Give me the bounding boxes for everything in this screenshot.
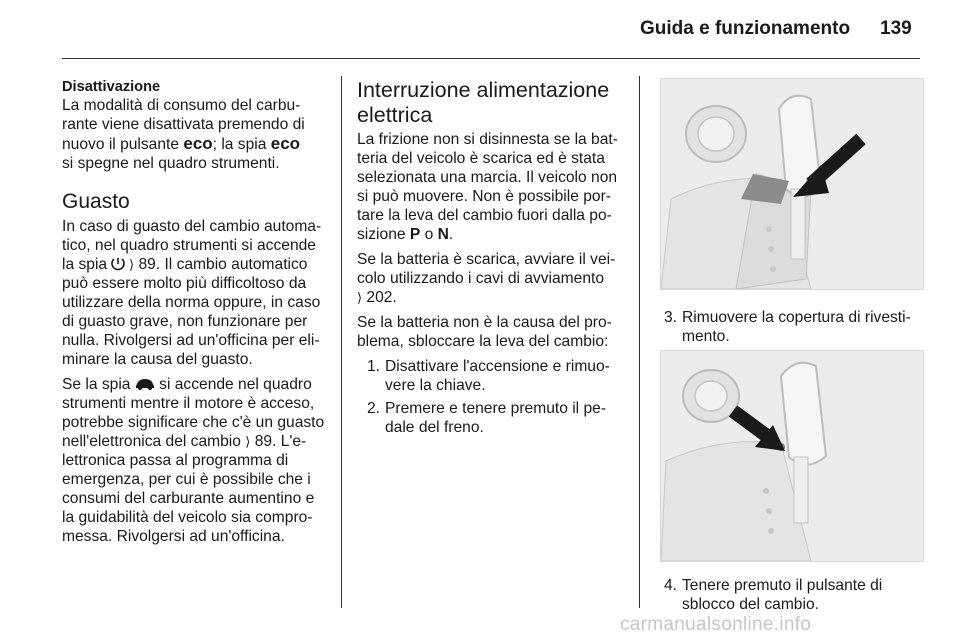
text-line: di guasto grave, non funzionare per (62, 313, 308, 330)
text-span: si accende nel quadro (154, 376, 312, 393)
gear-release-illustration (661, 351, 923, 561)
text-line: vere la chiave. (385, 377, 486, 394)
text-span: Se la spia (62, 376, 135, 393)
text-line: Rimuovere la copertura di rivesti- (682, 309, 911, 326)
step-number: 1. (367, 358, 381, 375)
column-2 (357, 78, 625, 441)
header-divider (62, 58, 920, 59)
text-line: blema, sbloccare la leva del cambio: (357, 333, 609, 350)
page-reference[interactable]: 89. L'e- (250, 433, 307, 450)
watermark: carmanualsonline.info (620, 614, 812, 635)
section-heading-guasto: Guasto (62, 190, 130, 213)
text-line (62, 134, 330, 154)
column-divider-2 (639, 76, 640, 608)
paragraph-interruzione-1 (357, 130, 625, 244)
reference-arrow-icon: ⟩ (245, 434, 251, 449)
text-line: Tenere premuto il pulsante di (682, 577, 883, 594)
text-line: Premere e tenere premuto il pe- (385, 400, 607, 417)
list-item (357, 399, 625, 437)
text-line: lettronica passa al programma di (62, 452, 289, 469)
text-line: teria del veicolo è scarica ed è stata (357, 150, 605, 167)
step-number: 4. (664, 577, 678, 594)
list-item (660, 576, 922, 614)
steps-list-2 (660, 308, 922, 346)
section-heading-disattivazione: Disattivazione (62, 79, 161, 95)
gear-lever-illustration (661, 79, 923, 289)
gear-position-n: N (437, 226, 449, 243)
page-number: 139 (880, 18, 912, 39)
text-line: selezionata una marcia. Il veicolo non (357, 169, 618, 186)
page-header (0, 0, 960, 48)
text-line: può essere molto più difficoltoso da (62, 275, 307, 292)
text-line: La modalità di consumo del carbu- (62, 97, 301, 114)
column-1 (62, 78, 330, 552)
car-fault-icon (135, 378, 155, 390)
text-line: Se la batteria non è la causa del pro- (357, 314, 612, 331)
list-item (357, 357, 625, 395)
steps-list-1 (357, 357, 625, 437)
text-line: Se la batteria è scarica, avviare il vei- (357, 251, 616, 268)
text-line: rante viene disattivata premendo di (62, 116, 305, 133)
gear-position-p: P (409, 226, 421, 243)
paragraph-interruzione-2 (357, 250, 625, 307)
paragraph-guasto-1 (62, 217, 330, 369)
text-span: la spia (62, 256, 112, 273)
steps-list-3 (660, 576, 922, 614)
text-line: sblocco del cambio. (682, 596, 819, 613)
text-line: tico, nel quadro strumenti si accende (62, 237, 316, 254)
column-divider-1 (341, 76, 342, 608)
eco-icon: eco (183, 134, 213, 153)
text-line: mento. (682, 328, 730, 345)
paragraph-disattivazione (62, 96, 330, 173)
text-span: o (420, 226, 438, 243)
column-3 (660, 78, 922, 618)
transmission-fault-icon (111, 257, 125, 271)
text-span: . (448, 226, 454, 243)
header-title: Guida e funzionamento (640, 18, 851, 39)
text-line: colo utilizzando i cavi di avviamento (357, 270, 605, 287)
paragraph-interruzione-3 (357, 313, 625, 351)
step-number: 2. (367, 400, 381, 417)
text-line: tare la leva del cambio fuori dalla po- (357, 207, 612, 224)
text-line: consumi del carburante aumentino e (62, 490, 315, 507)
text-line: emergenza, per cui è possibile che i (62, 471, 311, 488)
page-reference[interactable]: 202. (362, 289, 397, 306)
text-span: sizione (357, 226, 410, 243)
text-line: Disattivare l'accensione e rimuo- (385, 358, 610, 375)
text-line: nulla. Rivolgersi ad un'officina per eli- (62, 332, 320, 349)
text-line: In caso di guasto del cambio automa- (62, 218, 322, 235)
text-span: nell'elettronica del cambio (62, 433, 246, 450)
text-line: messa. Rivolgersi ad un'officina. (62, 528, 285, 545)
illustration-gear-release-button (660, 350, 924, 562)
text-span: ; la spia (212, 136, 271, 153)
section-heading-interruzione (357, 78, 625, 128)
text-line: dale del freno. (385, 419, 484, 436)
text-line: si spegne nel quadro strumenti. (62, 155, 280, 172)
reference-arrow-icon: ⟩ (125, 257, 135, 272)
text-line: si può muovere. Non è possibile por- (357, 188, 611, 205)
text-span: nuovo il pulsante (62, 136, 184, 153)
page-reference[interactable]: 89. Il cambio automatico (134, 256, 308, 273)
heading-line: elettrica (357, 103, 433, 127)
heading-line: Interruzione alimentazione (357, 78, 610, 102)
reference-arrow-icon: ⟩ (357, 290, 363, 305)
list-item (660, 308, 922, 346)
text-line: La frizione non si disinnesta se la bat- (357, 131, 618, 148)
paragraph-guasto-2 (62, 375, 330, 546)
text-line: la guidabilità del veicolo sia compro- (62, 509, 313, 526)
text-line: strumenti mentre il motore è acceso, (62, 395, 315, 412)
eco-icon: eco (270, 134, 301, 153)
text-line: minare la causa del guasto. (62, 351, 253, 368)
illustration-gear-lever-cover (660, 78, 924, 290)
step-number: 3. (664, 309, 678, 326)
text-line: utilizzare della norma oppure, in caso (62, 294, 321, 311)
text-line: potrebbe significare che c'è un guasto (62, 414, 325, 431)
